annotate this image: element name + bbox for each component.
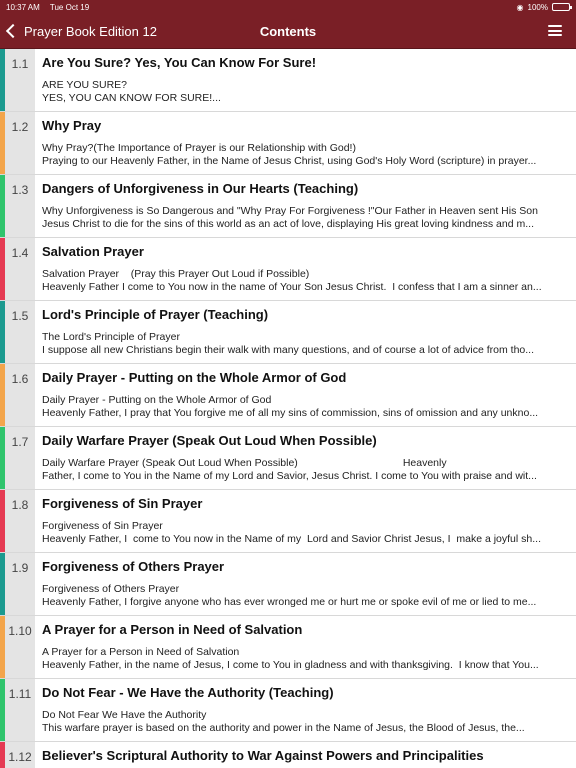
list-item[interactable] [0, 616, 576, 679]
item-preview-line-1: The Lord's Principle of Prayer [42, 331, 180, 343]
item-preview-line-2: Heavenly Father, I pray that You forgive me of all my sins of commission, sins of omission and any unkno... [42, 407, 539, 419]
item-number: 1.12 [5, 742, 35, 768]
item-title: Do Not Fear - We Have the Authority (Teaching) [42, 685, 334, 700]
item-preview-line-1: Do Not Fear We Have the Authority [42, 709, 207, 721]
item-content [35, 427, 576, 489]
contents-list [0, 49, 576, 768]
item-preview-line-2: Heavenly Father, I come to You now in the Name of my Lord and Savior Christ Jesus, I make a joyful sh... [42, 533, 541, 545]
item-number: 1.6 [5, 364, 35, 426]
nav-bar [0, 14, 576, 49]
item-content [35, 301, 576, 363]
item-content [35, 112, 576, 174]
item-preview-line-2: Praying to our Heavenly Father, in the Name of Jesus Christ, using God's Holy Word (scripture) in prayer... [42, 155, 537, 167]
list-item[interactable] [0, 553, 576, 616]
item-number: 1.11 [5, 679, 35, 741]
item-content [35, 238, 576, 300]
list-item[interactable] [0, 364, 576, 427]
item-number: 1.9 [5, 553, 35, 615]
item-content [35, 679, 576, 741]
menu-icon[interactable] [548, 25, 562, 36]
page-title: Contents [259, 23, 317, 39]
list-item[interactable] [0, 112, 576, 175]
item-content [35, 364, 576, 426]
item-title: A Prayer for a Person in Need of Salvation [42, 622, 303, 637]
item-preview-line-1: ARE YOU SURE? [42, 79, 127, 91]
item-preview-line-1: Forgiveness of Sin Prayer [42, 520, 163, 532]
item-preview-line-1: Forgiveness of Others Prayer [42, 583, 180, 595]
item-preview-line-1: A Prayer for a Person in Need of Salvation [42, 646, 240, 658]
item-title: Forgiveness of Sin Prayer [42, 496, 203, 511]
item-preview-line-2: Heavenly Father, I forgive anyone who has ever wronged me or hurt me or spoke evil of me or lied to me... [42, 596, 537, 608]
item-content [35, 616, 576, 678]
back-label: Prayer Book Edition 12 [24, 23, 157, 39]
item-title: Are You Sure? Yes, You Can Know For Sure! [42, 55, 317, 70]
item-preview-line-2: Jesus Christ to die for the sins of this world as an act of love, displaying His great loving kindness and m... [42, 218, 534, 230]
back-button[interactable] [0, 24, 157, 39]
item-preview-line-1: Daily Warfare Prayer (Speak Out Loud When Possible) Heavenly [42, 457, 447, 469]
item-number: 1.2 [5, 112, 35, 174]
item-title: Dangers of Unforgiveness in Our Hearts (Teaching) [42, 181, 359, 196]
list-item[interactable] [0, 490, 576, 553]
battery-icon [552, 3, 570, 11]
status-time: 10:37 AM [6, 2, 40, 12]
item-content [35, 742, 576, 768]
item-title: Lord's Principle of Prayer (Teaching) [42, 307, 269, 322]
list-item[interactable] [0, 679, 576, 742]
battery-percent: 100% [527, 2, 548, 12]
list-item[interactable] [0, 301, 576, 364]
status-left [6, 3, 97, 12]
item-title: Daily Prayer - Putting on the Whole Armor of God [42, 370, 347, 385]
item-preview-line-1: Why Pray?(The Importance of Prayer is our Relationship with God!) [42, 142, 356, 154]
item-content [35, 175, 576, 237]
list-item[interactable] [0, 49, 576, 112]
item-number: 1.1 [5, 49, 35, 111]
item-number: 1.7 [5, 427, 35, 489]
item-preview-line-2: YES, YOU CAN KNOW FOR SURE!... [42, 92, 221, 104]
status-right [517, 3, 570, 12]
item-title: Daily Warfare Prayer (Speak Out Loud When Possible) [42, 433, 377, 448]
item-preview-line-1: Daily Prayer - Putting on the Whole Armor of God [42, 394, 272, 406]
list-item[interactable] [0, 427, 576, 490]
item-number: 1.8 [5, 490, 35, 552]
item-number: 1.10 [5, 616, 35, 678]
item-title: Salvation Prayer [42, 244, 144, 259]
item-number: 1.3 [5, 175, 35, 237]
item-preview-line-2: Father, I come to You in the Name of my Lord and Savior, Jesus Christ. I come to You with praise and wit... [42, 470, 537, 482]
status-bar [0, 0, 576, 14]
item-title: Forgiveness of Others Prayer [42, 559, 225, 574]
item-content [35, 553, 576, 615]
item-title: Believer's Scriptural Authority to War Against Powers and Principalities [42, 748, 484, 763]
wifi-icon: ◉ [516, 2, 524, 12]
item-content [35, 49, 576, 111]
status-date: Tue Oct 19 [49, 2, 90, 12]
item-content [35, 490, 576, 552]
item-preview-line-2: I suppose all new Christians begin their walk with many questions, and of course a lot of advice from tho... [42, 344, 535, 356]
item-preview-line-2: This warfare prayer is based on the authority and power in the Name of Jesus, the Blood of Jesus, the... [42, 722, 525, 734]
list-item[interactable] [0, 742, 576, 768]
list-item[interactable] [0, 175, 576, 238]
item-preview-line-1: Why Unforgiveness is So Dangerous and "Why Pray For Forgiveness !"Our Father in Heaven sent His Son [42, 205, 538, 217]
chevron-left-icon [6, 24, 20, 38]
item-preview-line-1: Salvation Prayer (Pray this Prayer Out Loud if Possible) [42, 268, 310, 280]
item-preview-line-2: Heavenly Father, in the name of Jesus, I come to You in gladness and with thanksgiving. I know that You... [42, 659, 539, 671]
item-number: 1.4 [5, 238, 35, 300]
item-number: 1.5 [5, 301, 35, 363]
list-item[interactable] [0, 238, 576, 301]
item-preview-line-2: Heavenly Father I come to You now in the name of Your Son Jesus Christ. I confess that I am a sinner an... [42, 281, 542, 293]
item-title: Why Pray [42, 118, 102, 133]
